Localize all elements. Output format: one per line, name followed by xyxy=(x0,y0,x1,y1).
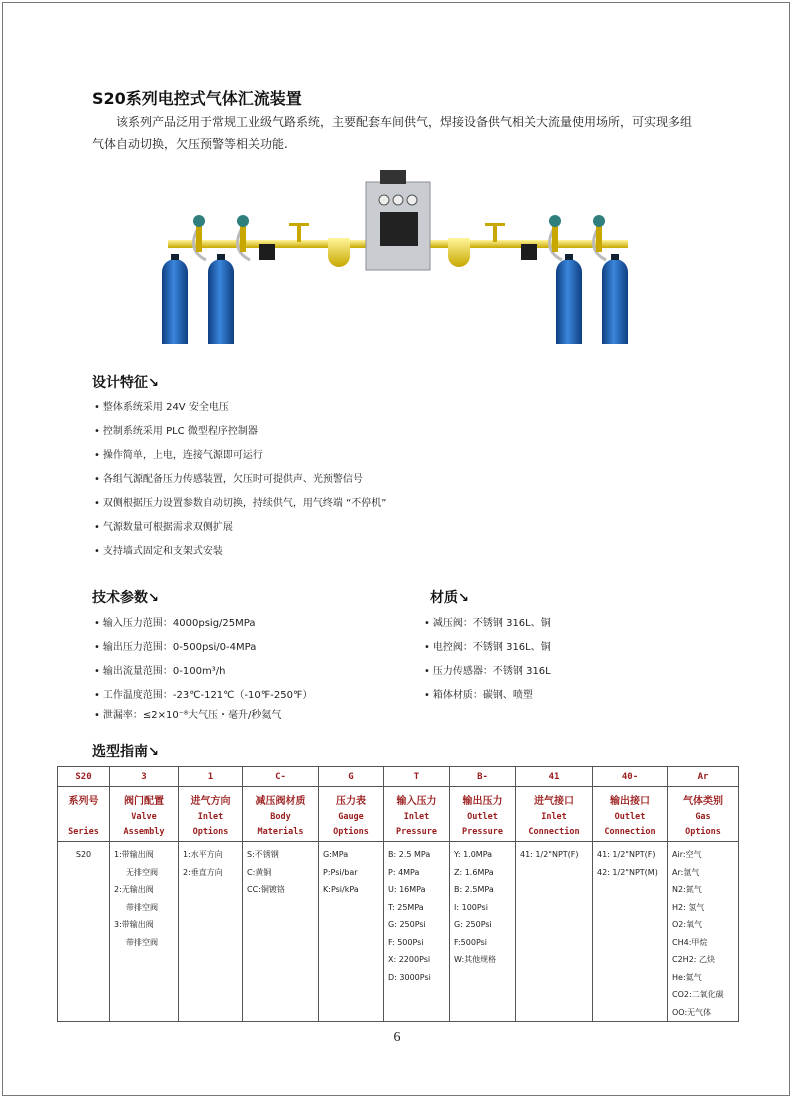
list-item: • 输出流量范围：0-100m³/h xyxy=(94,662,225,677)
option-item: CH4:甲烷 xyxy=(672,937,708,947)
header-en1: Body xyxy=(270,812,291,822)
header-zh: 阀门配置 xyxy=(124,796,164,807)
header-en1: Inlet xyxy=(403,812,430,822)
list-item: • 工作温度范围：-23℃-121℃（-10℉-250℉） xyxy=(94,686,312,701)
selection-table xyxy=(57,766,739,1022)
option-item: Z: 1.6MPa xyxy=(454,867,494,877)
option-item: Y: 1.0MPa xyxy=(454,850,493,859)
header-zh: 压力表 xyxy=(336,796,366,807)
header-zh: 输出压力 xyxy=(462,796,503,807)
header-en1: Valve xyxy=(131,812,157,822)
option-item: 1:带输出阀 xyxy=(114,850,154,859)
list-item: • 输出压力范围：0-500psi/0-4MPa xyxy=(94,638,256,653)
header-en2: Options xyxy=(192,827,229,837)
header-en1: Outlet xyxy=(467,812,498,822)
header-zh: 输入压力 xyxy=(396,796,437,807)
product-illustration xyxy=(158,168,638,344)
option-item: 42: 1/2"NPT(M) xyxy=(597,867,658,877)
header-en2: Materials xyxy=(257,827,304,837)
option-item: N2:氮气 xyxy=(672,885,702,894)
header-en1 xyxy=(58,812,109,822)
option-item: F:500Psi xyxy=(454,937,488,947)
header-en2: Connection xyxy=(604,827,656,837)
options-cell xyxy=(668,842,739,1022)
code-cell: S20 xyxy=(58,767,110,787)
option-item: 2:无输出阀 xyxy=(114,885,154,894)
code-cell: 1 xyxy=(179,767,243,787)
list-item: • 整体系统采用 24V 安全电压 xyxy=(94,398,229,413)
option-item: 3:带输出阀 xyxy=(114,920,154,929)
list-item: • 支持墙式固定和支架式安装 xyxy=(94,542,223,557)
list-item: • 双侧根据压力设置参数自动切换，持续供气，用气终端 “不停机” xyxy=(94,494,386,509)
option-item: B: 2.5MPa xyxy=(454,885,494,894)
header-cell xyxy=(243,787,319,842)
header-en1: Outlet xyxy=(614,812,646,822)
option-item: F: 500Psi xyxy=(388,937,424,947)
option-item: K:Psi/kPa xyxy=(323,885,359,894)
control-panel xyxy=(380,212,418,246)
code-cell: B- xyxy=(450,767,516,787)
page-title: S20系列电控式气体汇流装置 xyxy=(92,89,302,108)
code-cell: T xyxy=(384,767,450,787)
option-item: CC:铜镀铬 xyxy=(247,885,285,894)
option-item: O2:氧气 xyxy=(672,920,703,929)
header-en2: Pressure xyxy=(396,827,437,837)
code-cell: 40- xyxy=(593,767,668,787)
option-item: X: 2200Psi xyxy=(388,955,431,964)
options-cell xyxy=(58,842,110,1022)
code-cell: G xyxy=(319,767,384,787)
option-item: B: 2.5 MPa xyxy=(388,850,431,859)
option-item: C:黄铜 xyxy=(247,867,272,877)
header-en2: Assembly xyxy=(123,827,165,837)
option-item: CO2:二氧化碳 xyxy=(672,990,724,999)
option-item: P: 4MPa xyxy=(388,867,420,877)
header-en1: Gauge xyxy=(338,812,364,822)
header-en2: Series xyxy=(68,827,99,837)
option-item: He:氦气 xyxy=(672,972,702,982)
header-zh: 系列号 xyxy=(68,796,99,807)
option-item: G:MPa xyxy=(323,850,349,859)
list-item: • 泄漏率：≤2×10⁻⁸大气压・毫升/秒氦气 xyxy=(94,706,281,721)
code-cell: Ar xyxy=(668,767,739,787)
guide-heading: 选型指南↘ xyxy=(92,744,159,760)
header-cell xyxy=(384,787,450,842)
option-item: G: 250Psi xyxy=(388,920,426,929)
header-en2: Connection xyxy=(528,827,580,837)
options-row xyxy=(58,842,739,1022)
header-en1: Gas xyxy=(695,812,711,822)
code-cell: 41 xyxy=(516,767,593,787)
list-item: • 箱体材质：碳钢、喷塑 xyxy=(424,686,533,701)
code-cell: 3 xyxy=(110,767,179,787)
options-cell xyxy=(516,842,593,1022)
options-cell xyxy=(450,842,516,1022)
header-en2: Options xyxy=(685,827,721,837)
header-en1: Inlet xyxy=(197,812,224,822)
list-item: • 压力传感器：不锈钢 316L xyxy=(424,662,551,677)
alarm-light xyxy=(380,170,406,184)
design-heading: 设计特征↘ xyxy=(92,375,159,391)
list-item: • 减压阀：不锈钢 316L、铜 xyxy=(424,614,551,629)
option-item: 无排空阀 xyxy=(126,867,158,877)
materials-heading: 材质↘ xyxy=(430,590,469,606)
option-item: W:其他规格 xyxy=(454,955,497,964)
option-item: 1:水平方向 xyxy=(183,850,223,859)
option-item: Ar:氩气 xyxy=(672,867,700,877)
list-item: • 输入压力范围：4000psig/25MPa xyxy=(94,614,255,629)
header-cell xyxy=(179,787,243,842)
specs-heading: 技术参数↘ xyxy=(92,590,159,606)
header-zh: 进气方向 xyxy=(190,796,231,807)
options-cell xyxy=(110,842,179,1022)
option-item: OO:无气体 xyxy=(672,1007,712,1017)
list-item: • 操作简单，上电，连接气源即可运行 xyxy=(94,446,263,461)
header-cell xyxy=(668,787,739,842)
option-item: P:Psi/bar xyxy=(323,867,358,877)
code-row xyxy=(58,767,739,787)
header-cell xyxy=(58,787,110,842)
header-cell xyxy=(450,787,516,842)
option-item: H2: 氢气 xyxy=(672,902,705,912)
options-cell xyxy=(179,842,243,1022)
options-cell xyxy=(384,842,450,1022)
option-item: S:不锈钢 xyxy=(247,850,279,859)
option-item: 41: 1/2"NPT(F) xyxy=(597,850,656,859)
option-item: Air:空气 xyxy=(672,850,702,859)
list-item: • 各组气源配备压力传感装置，欠压时可提供声、光预警信号 xyxy=(94,470,363,485)
right-regulator xyxy=(448,238,470,267)
option-item: U: 16MPa xyxy=(388,885,426,894)
list-item: • 电控阀：不锈钢 316L、铜 xyxy=(424,638,551,653)
page-number: 6 xyxy=(393,1030,401,1045)
options-cell xyxy=(319,842,384,1022)
code-cell: C- xyxy=(243,767,319,787)
left-regulator xyxy=(328,238,350,267)
intro-paragraph: 该系列产品泛用于常规工业级气路系统，主要配套车间供气，焊接设备供气相关大流量使用场所，可实现多组气体自动切换，欠压预警等相关功能. xyxy=(92,115,693,151)
option-item: D: 3000Psi xyxy=(388,972,431,982)
header-zh: 进气接口 xyxy=(534,796,574,807)
header-en1: Inlet xyxy=(541,812,567,822)
header-cell xyxy=(110,787,179,842)
option-item: 带排空阀 xyxy=(126,937,158,947)
list-item: • 气源数量可根据需求双侧扩展 xyxy=(94,518,233,533)
header-zh: 输出接口 xyxy=(610,796,650,807)
option-item: 41: 1/2"NPT(F) xyxy=(520,850,579,859)
header-zh: 气体类别 xyxy=(683,796,723,807)
option-item: T: 25MPa xyxy=(388,902,424,912)
header-zh: 减压阀材质 xyxy=(255,796,306,807)
option-item: G: 250Psi xyxy=(454,920,492,929)
header-cell xyxy=(319,787,384,842)
options-cell xyxy=(243,842,319,1022)
header-cell xyxy=(516,787,593,842)
option-item: 2:垂直方向 xyxy=(183,867,223,877)
option-item: 带排空阀 xyxy=(126,902,158,912)
option-item: I: 100Psi xyxy=(454,902,488,912)
header-row xyxy=(58,787,739,842)
list-item: • 控制系统采用 PLC 微型程序控制器 xyxy=(94,422,258,437)
header-cell xyxy=(593,787,668,842)
header-en2: Options xyxy=(333,827,369,837)
header-en2: Pressure xyxy=(462,827,503,837)
option-item: C2H2: 乙炔 xyxy=(672,955,716,964)
option-item: S20 xyxy=(75,850,92,859)
options-cell xyxy=(593,842,668,1022)
